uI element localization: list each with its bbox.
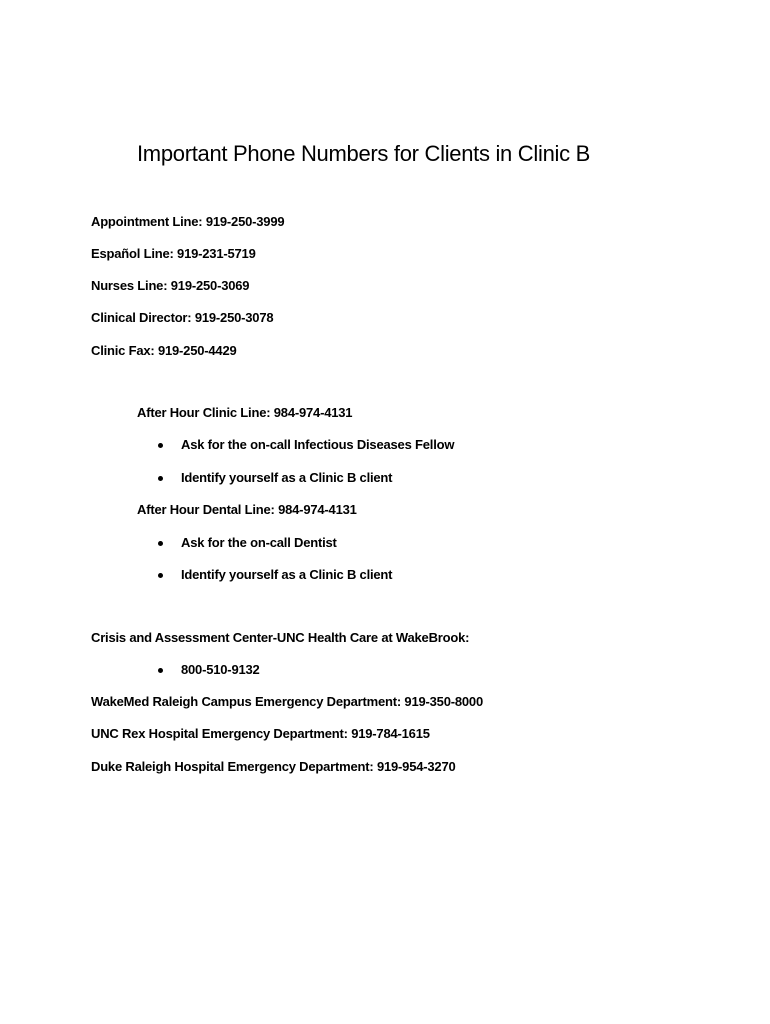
- unc-rex-emergency-line: UNC Rex Hospital Emergency Department: 919-784-1615: [91, 726, 430, 741]
- bullet-icon: [158, 573, 163, 578]
- page-title: Important Phone Numbers for Clients in Clinic B: [137, 141, 590, 166]
- after-hour-clinic-bullet-1: Ask for the on-call Infectious Diseases Fellow: [181, 437, 455, 452]
- after-hour-dental-bullet-2: Identify yourself as a Clinic B client: [181, 567, 393, 582]
- after-hour-clinic-line: After Hour Clinic Line: 984-974-4131: [137, 405, 353, 420]
- espanol-line: Español Line: 919-231-5719: [91, 246, 256, 261]
- after-hour-dental-line: After Hour Dental Line: 984-974-4131: [137, 502, 357, 517]
- duke-raleigh-emergency-line: Duke Raleigh Hospital Emergency Department: 919-954-3270: [91, 759, 456, 774]
- bullet-icon: [158, 476, 163, 481]
- bullet-icon: [158, 443, 163, 448]
- nurses-line: Nurses Line: 919-250-3069: [91, 278, 250, 293]
- crisis-center-phone: 800-510-9132: [181, 662, 260, 677]
- clinical-director-line: Clinical Director: 919-250-3078: [91, 310, 274, 325]
- bullet-icon: [158, 668, 163, 673]
- clinic-fax-line: Clinic Fax: 919-250-4429: [91, 343, 237, 358]
- wakemed-emergency-line: WakeMed Raleigh Campus Emergency Department: 919-350-8000: [91, 694, 483, 709]
- crisis-center-line: Crisis and Assessment Center-UNC Health Care at WakeBrook:: [91, 630, 470, 645]
- after-hour-dental-bullet-1: Ask for the on-call Dentist: [181, 535, 337, 550]
- bullet-icon: [158, 541, 163, 546]
- appointment-line: Appointment Line: 919-250-3999: [91, 214, 285, 229]
- after-hour-clinic-bullet-2: Identify yourself as a Clinic B client: [181, 470, 393, 485]
